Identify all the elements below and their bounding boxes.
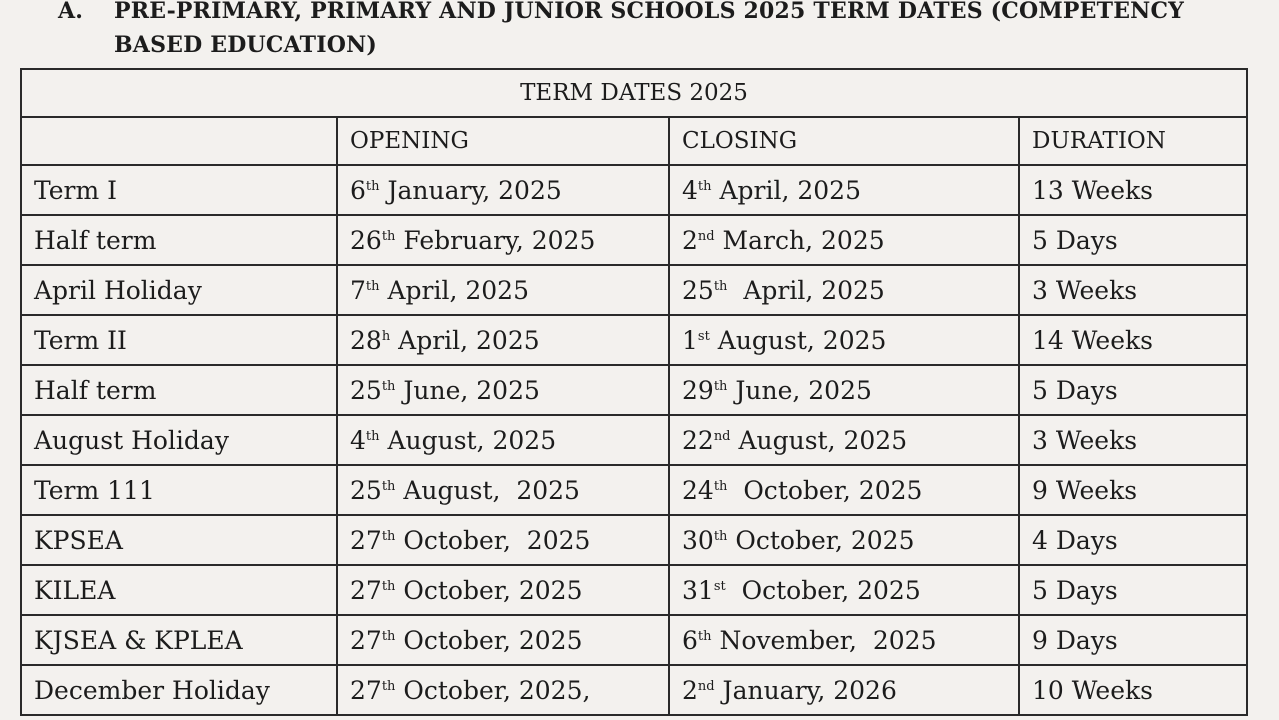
closing-day: 4 [682,175,698,205]
closing-date [669,165,1019,215]
table-row [21,665,1247,715]
row-label: Term I [21,165,337,215]
duration: 5 Days [1019,565,1247,615]
opening-day-suffix: th [381,378,396,394]
opening-day-suffix: th [365,428,380,444]
duration: 13 Weeks [1019,165,1247,215]
closing-month-year: October, 2025 [727,525,915,555]
closing-date [669,215,1019,265]
opening-day: 27 [350,625,382,655]
opening-date [337,265,669,315]
table-row [21,615,1247,665]
closing-day: 25 [682,275,714,305]
closing-day-suffix: th [713,528,728,544]
closing-date [669,515,1019,565]
opening-date [337,665,669,715]
table-row [21,515,1247,565]
table-row [21,265,1247,315]
table-row [21,315,1247,365]
opening-month-year: April, 2025 [379,275,529,305]
closing-date [669,265,1019,315]
opening-month-year: October, 2025 [395,575,583,605]
duration: 9 Days [1019,615,1247,665]
duration: 3 Weeks [1019,415,1247,465]
opening-date [337,215,669,265]
closing-date [669,665,1019,715]
closing-day: 6 [682,625,698,655]
opening-day: 7 [350,275,366,305]
opening-month-year: October, 2025 [395,525,591,555]
closing-month-year: August, 2025 [709,325,887,355]
opening-day: 26 [350,225,382,255]
closing-day-suffix: st [697,328,710,344]
opening-day-suffix: th [381,228,396,244]
term-dates-table [20,68,1248,716]
opening-date [337,365,669,415]
closing-month-year: January, 2026 [714,675,897,705]
duration: 4 Days [1019,515,1247,565]
heading-line-2: BASED EDUCATION) [114,32,378,58]
table-body [21,165,1247,715]
document-heading [58,0,1258,62]
opening-day-suffix: th [381,628,396,644]
closing-day: 29 [682,375,714,405]
duration: 9 Weeks [1019,465,1247,515]
opening-month-year: October, 2025 [395,625,583,655]
closing-day-suffix: nd [697,678,715,694]
header-duration: DURATION [1019,117,1247,165]
closing-date [669,365,1019,415]
duration: 5 Days [1019,365,1247,415]
opening-month-year: October, 2025, [395,675,591,705]
closing-month-year: March, 2025 [714,225,885,255]
table-row [21,165,1247,215]
row-label: Half term [21,365,337,415]
closing-day-suffix: th [713,278,728,294]
closing-month-year: August, 2025 [730,425,908,455]
closing-day: 1 [682,325,698,355]
closing-date [669,565,1019,615]
opening-month-year: August, 2025 [395,475,580,505]
row-label: KILEA [21,565,337,615]
row-label: August Holiday [21,415,337,465]
opening-day-suffix: th [365,178,380,194]
closing-day: 31 [682,575,714,605]
opening-month-year: August, 2025 [379,425,557,455]
opening-month-year: February, 2025 [395,225,596,255]
table-row [21,215,1247,265]
duration: 10 Weeks [1019,665,1247,715]
opening-day-suffix: th [381,678,396,694]
opening-date [337,165,669,215]
opening-day: 27 [350,525,382,555]
opening-day: 28 [350,325,382,355]
opening-day-suffix: th [381,578,396,594]
opening-month-year: April, 2025 [390,325,540,355]
opening-day-suffix: th [365,278,380,294]
header-event [21,117,337,165]
table-row [21,465,1247,515]
closing-day: 2 [682,225,698,255]
opening-month-year: January, 2025 [379,175,562,205]
opening-date [337,415,669,465]
heading-line-1 [58,0,1258,28]
closing-day-suffix: th [697,628,712,644]
table-row [21,365,1247,415]
closing-date [669,315,1019,365]
closing-day: 24 [682,475,714,505]
table-header-row [21,117,1247,165]
closing-month-year: October, 2025 [725,575,921,605]
closing-day-suffix: st [713,578,726,594]
opening-date [337,515,669,565]
closing-day-suffix: nd [697,228,715,244]
closing-day-suffix: th [697,178,712,194]
closing-day: 30 [682,525,714,555]
closing-month-year: October, 2025 [727,475,923,505]
row-label: KPSEA [21,515,337,565]
duration: 14 Weeks [1019,315,1247,365]
closing-month-year: June, 2025 [727,375,872,405]
header-opening: OPENING [337,117,669,165]
opening-date [337,615,669,665]
table-row [21,415,1247,465]
row-label: KJSEA & KPLEA [21,615,337,665]
opening-day-suffix: h [381,328,391,344]
opening-day: 27 [350,575,382,605]
closing-day-suffix: th [713,478,728,494]
opening-day: 25 [350,375,382,405]
closing-month-year: November, 2025 [711,625,937,655]
section-letter: A. [58,0,84,24]
closing-date [669,415,1019,465]
opening-day: 4 [350,425,366,455]
opening-date [337,315,669,365]
row-label: Term 111 [21,465,337,515]
opening-day: 27 [350,675,382,705]
closing-day: 2 [682,675,698,705]
closing-day-suffix: nd [713,428,731,444]
row-label: December Holiday [21,665,337,715]
table-title-row [21,69,1247,117]
row-label: Term II [21,315,337,365]
row-label: April Holiday [21,265,337,315]
row-label: Half term [21,215,337,265]
duration: 3 Weeks [1019,265,1247,315]
closing-day-suffix: th [713,378,728,394]
opening-day: 25 [350,475,382,505]
closing-date [669,465,1019,515]
opening-date [337,565,669,615]
opening-month-year: June, 2025 [395,375,540,405]
table-row [21,565,1247,615]
duration: 5 Days [1019,215,1247,265]
opening-day: 6 [350,175,366,205]
closing-month-year: April, 2025 [727,275,885,305]
header-closing: CLOSING [669,117,1019,165]
closing-month-year: April, 2025 [711,175,861,205]
opening-date [337,465,669,515]
opening-day-suffix: th [381,478,396,494]
table-title: TERM DATES 2025 [21,69,1247,117]
opening-day-suffix: th [381,528,396,544]
closing-day: 22 [682,425,714,455]
heading-title: PRE-PRIMARY, PRIMARY AND JUNIOR SCHOOLS 2025 TERM DATES (COMPETENCY [114,0,1185,24]
closing-date [669,615,1019,665]
